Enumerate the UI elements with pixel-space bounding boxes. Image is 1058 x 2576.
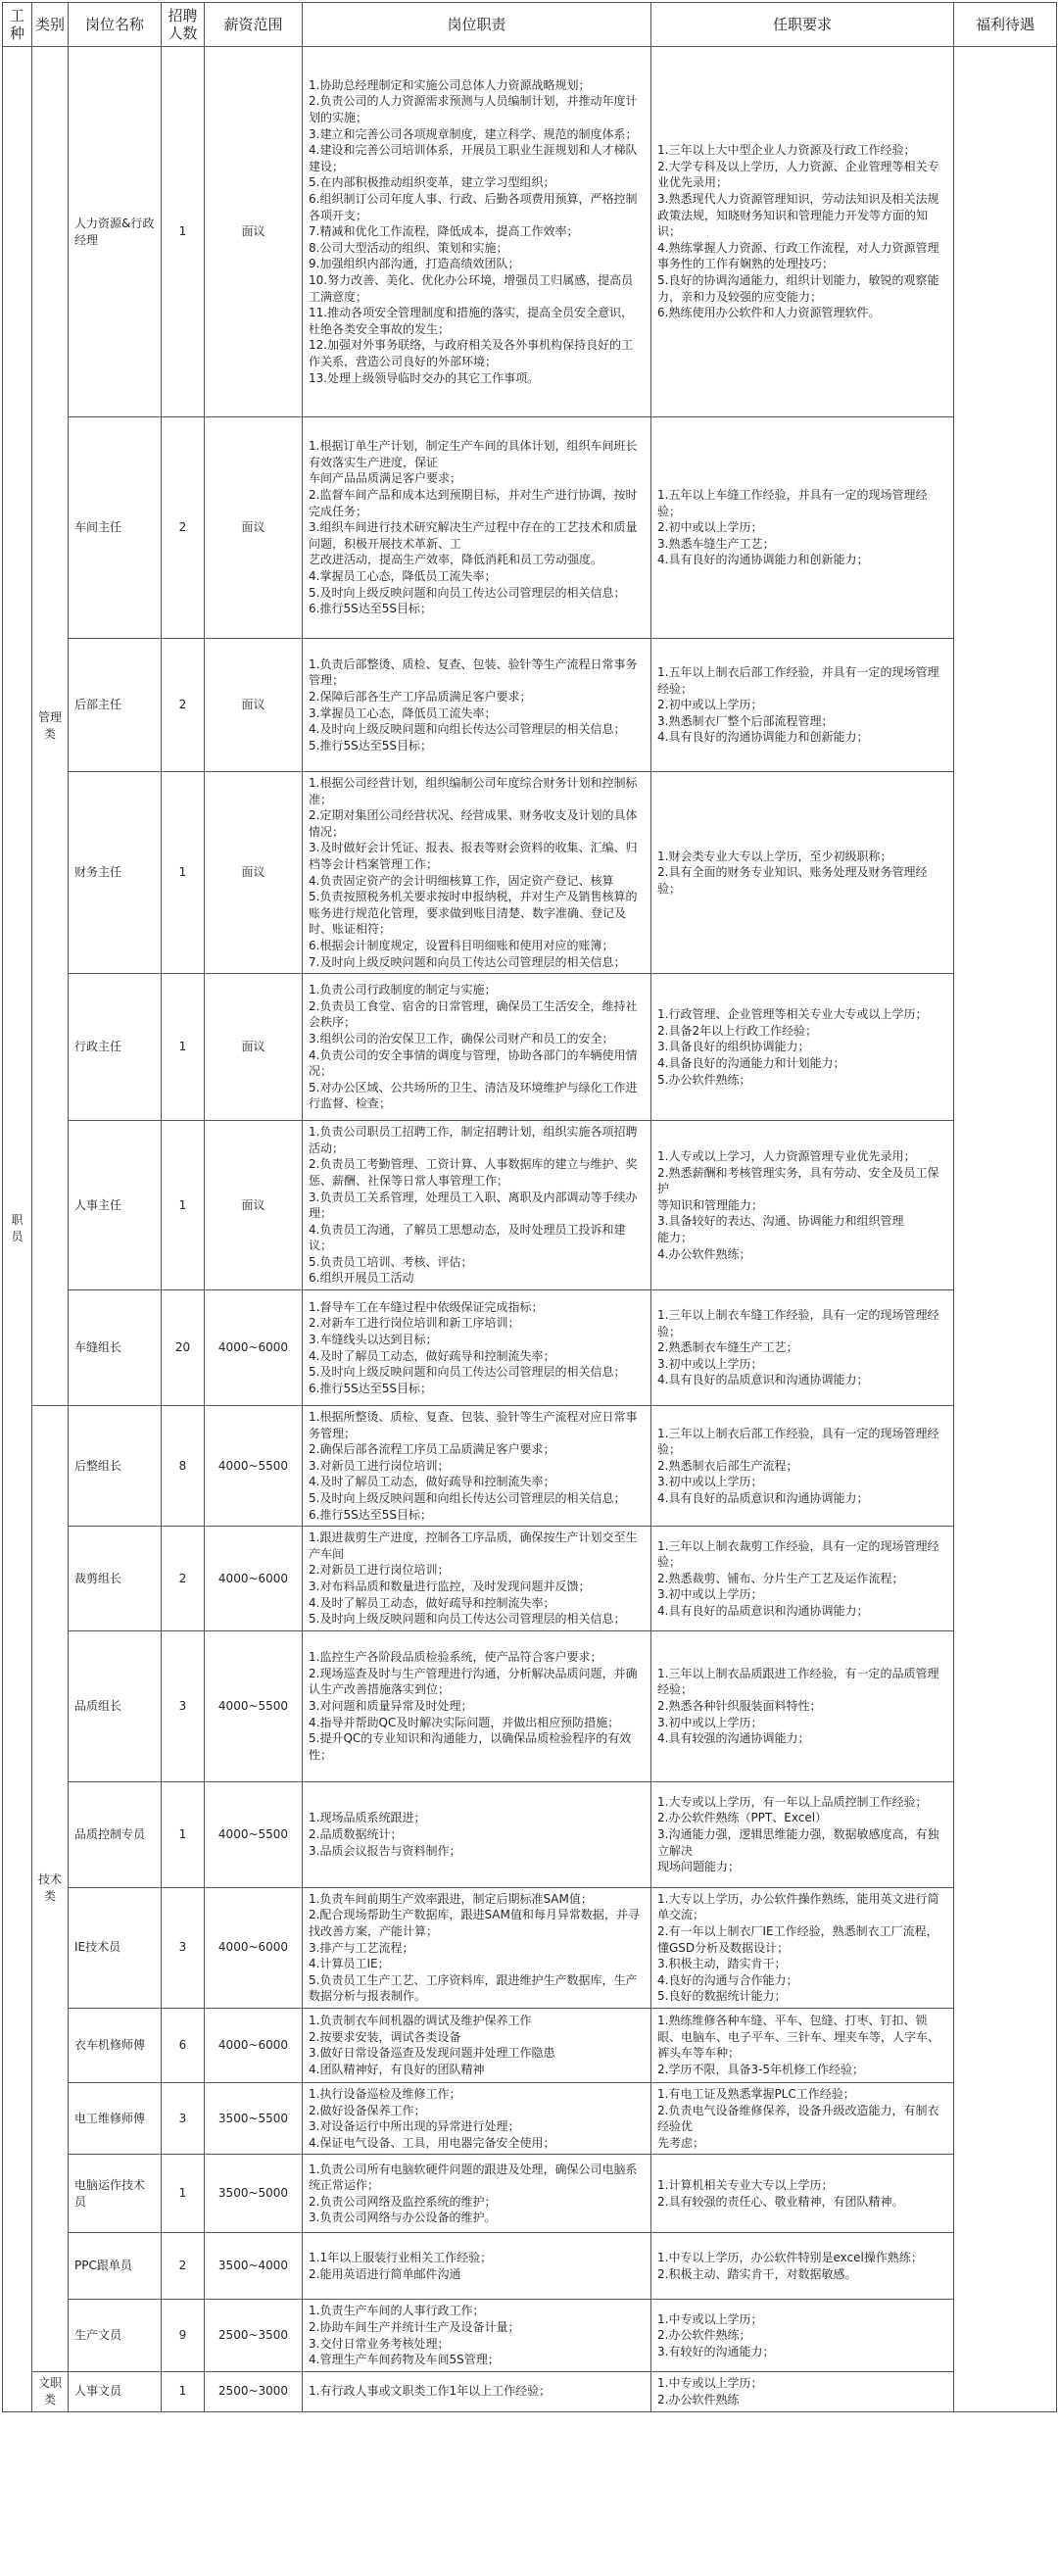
table-row — [3, 417, 1057, 639]
requirement-line: 5.良好的协调沟通能力，组织计划能力，敏锐的观察能力，亲和力及较强的应变能力； — [657, 272, 939, 304]
salary-cell: 面议 — [205, 639, 303, 772]
requirement-line: 3.有较好的沟通能力； — [657, 2344, 775, 2358]
table-row — [3, 2082, 1057, 2154]
duty-line: 1.负责后部整烫、质检、复查、包装、验针等生产流程日常事务管理； — [309, 656, 638, 688]
requirement-line: 3.初中或以上学历； — [657, 1475, 763, 1489]
table-row — [3, 1406, 1057, 1527]
duties-cell — [303, 772, 651, 974]
salary-cell: 面议 — [205, 417, 303, 639]
salary-cell: 4000~6000 — [205, 1290, 303, 1406]
job-type-cell: 职员 — [3, 47, 32, 2412]
duty-line: 4.负责员工沟通，了解员工思想动态，及时处理员工投诉和建议； — [309, 1222, 626, 1253]
salary-cell: 面议 — [205, 1121, 303, 1290]
duty-line: 5.及时向上级反映问题和向组长传达公司管理层的相关信息； — [309, 1491, 626, 1506]
salary-cell: 4000~5500 — [205, 1406, 303, 1527]
requirements-cell — [651, 1290, 954, 1406]
position-name-cell: 后整组长 — [69, 1406, 162, 1527]
duties-cell — [303, 1527, 651, 1631]
position-name-cell: 电工维修师傅 — [69, 2082, 162, 2154]
requirement-line: 1.五年以上制衣后部工作经验，并具有一定的现场管理经验； — [657, 665, 939, 696]
duty-line: 4.管理生产车间药物及车间5S管理； — [309, 2353, 500, 2367]
header-row — [3, 3, 1057, 47]
requirement-line: 1.有电工证及熟悉掌握PLC工作经验； — [657, 2086, 855, 2101]
requirements-cell — [651, 2155, 954, 2233]
duty-line: 5.及时向上级反映问题和向员工传达公司管理层的相关信息； — [309, 585, 626, 600]
duty-line: 2.负责公司的人力资源需求预测与人员编制计划，并推动年度计划的实施； — [309, 94, 638, 125]
table-row — [3, 2233, 1057, 2300]
duty-line: 1.负责公司所有电脑软硬件问题的跟进及处理，确保公司电脑系统正常运作； — [309, 2162, 638, 2193]
requirement-line: 1.中专或以上学历； — [657, 2311, 763, 2326]
salary-cell: 3500~5000 — [205, 2155, 303, 2233]
table-row — [3, 639, 1057, 772]
table-row — [3, 2008, 1057, 2082]
duty-line: 3.建立和完善公司各项规章制度，建立科学、规范的制度体系； — [309, 126, 638, 141]
requirement-line: 4.具有良好的沟通协调能力和创新能力； — [657, 553, 869, 567]
table-row — [3, 47, 1057, 417]
table-row — [3, 1887, 1057, 2008]
requirement-line: 2.熟悉制衣后部生产流程； — [657, 1458, 798, 1473]
position-name-cell: 车缝组长 — [69, 1290, 162, 1406]
requirement-line: 1.三年以上制衣裁剪工作经验，具有一定的现场管理经验； — [657, 1538, 939, 1570]
duty-line: 2.确保后部各流程工序员工品质满足客户要求； — [309, 1442, 555, 1457]
salary-cell: 2500~3500 — [205, 2300, 303, 2371]
position-name-cell: 人事文员 — [69, 2371, 162, 2411]
position-name-cell: 行政主任 — [69, 974, 162, 1121]
position-name-cell: 生产文员 — [69, 2300, 162, 2371]
duty-line: 3.及时做好会计凭证、报表、报表等财会资料的收集、汇编、归档等会计档案管理工作； — [309, 841, 638, 871]
requirement-line: 3.初中或以上学历； — [657, 1715, 763, 1729]
duty-line: 7.精减和优化工作流程，降低成本，提高工作效率； — [309, 224, 579, 239]
requirement-line: 5.良好的数据统计能力； — [657, 1989, 787, 2004]
duty-line: 6.推行5S达至5S目标； — [309, 602, 432, 616]
duty-line: 1.1年以上服装行业相关工作经验； — [309, 2251, 493, 2265]
salary-cell: 4000~5500 — [205, 1781, 303, 1887]
headcount-cell: 3 — [162, 2082, 205, 2154]
duty-line: 1.负责制衣车间机器的调试及维护保养工作 — [309, 2014, 532, 2028]
requirement-line: 2.熟悉制衣车缝生产工艺； — [657, 1340, 798, 1355]
duty-line: 5.推行5S达至5S目标； — [309, 738, 432, 753]
duty-line: 2.能用英语进行简单邮件沟通 — [309, 2266, 461, 2281]
duty-line: 3.品质会议报告与资料制作； — [309, 1843, 461, 1858]
benefits-cell — [954, 47, 1057, 2412]
salary-cell: 面议 — [205, 974, 303, 1121]
requirements-cell — [651, 1630, 954, 1781]
header-category: 类别 — [32, 3, 69, 47]
position-name-cell: PPC跟单员 — [69, 2233, 162, 2300]
duty-line: 4.及时了解员工动态，做好疏导和控制流失率； — [309, 1595, 555, 1610]
duty-line: 4.负责公司的安全事情的调度与管理，协助各部门的车辆使用情况； — [309, 1047, 638, 1079]
position-name-cell: 后部主任 — [69, 639, 162, 772]
duty-line: 6.推行5S达至5S目标； — [309, 1381, 432, 1395]
headcount-cell: 2 — [162, 417, 205, 639]
requirement-line: 3.熟悉制衣厂整个后部流程管理； — [657, 713, 834, 728]
headcount-cell: 3 — [162, 1630, 205, 1781]
requirement-line: 3.具备较好的表达、沟通、协调能力和组织管理 — [657, 1214, 904, 1229]
duty-line: 1.督导车工在车缝过程中依级保证完成指标； — [309, 1299, 544, 1314]
header-requirements: 任职要求 — [651, 3, 954, 47]
requirement-line: 3.积极主动，踏实肯干； — [657, 1957, 787, 1971]
duty-line: 1.负责车间前期生产效率跟进，制定后期标准SAM值； — [309, 1891, 593, 1906]
duty-line: 1.负责公司职员工招聘工作，制定招聘计划，组织实施各项招聘活动； — [309, 1125, 638, 1155]
duty-line: 5.及时向上级反映问题和向员工传达公司管理层的相关信息； — [309, 1612, 626, 1627]
duty-line: 2.定期对集团公司经营状况、经营成果、财务收支及计划的具体情况； — [309, 808, 638, 839]
requirement-line: 1.中专以上学历，办公软件特别是excel操作熟练； — [657, 2251, 923, 2265]
requirement-line: 1.人专或以上学习，人力资源管理专业优先录用； — [657, 1149, 916, 1164]
duty-line: 4.掌握员工心态，降低员工流失率； — [309, 568, 497, 583]
headcount-cell: 20 — [162, 1290, 205, 1406]
requirement-line: 1.财会类专业大专以上学历，至少初级职称； — [657, 849, 892, 863]
duty-line: 2.保障后部各生产工序品质满足客户要求； — [309, 689, 532, 704]
requirement-line: 2.初中或以上学历； — [657, 698, 763, 712]
position-name-cell: 人事主任 — [69, 1121, 162, 1290]
requirement-line: 1.熟练维修各种车缝、平车、包缝、打枣、钉扣、锁眼、电脑车、电子平车、三针车、埋夹车等，人字车、裤头车等车种； — [657, 2014, 940, 2061]
requirements-cell — [651, 417, 954, 639]
requirement-line: 3.沟通能力强，逻辑思维能力强，数据敏感度高，有独立解决 — [657, 1826, 939, 1858]
requirement-line: 1.三年以上大中型企业人力资源及行政工作经验； — [657, 143, 916, 158]
duties-cell — [303, 1121, 651, 1290]
table-row — [3, 2300, 1057, 2371]
duties-cell — [303, 2008, 651, 2082]
requirement-line: 先考虑； — [657, 2135, 705, 2150]
headcount-cell: 1 — [162, 1781, 205, 1887]
duty-line: 5.负责员工培训、考核、评估； — [309, 1254, 473, 1269]
duties-cell — [303, 2300, 651, 2371]
requirement-line: 2.积极主动、踏实肯干，对数据敏感。 — [657, 2266, 857, 2281]
duty-line: 2.监督车间产品和成本达到预期目标，并对生产进行协调，按时完成任务； — [309, 488, 638, 518]
header-duties: 岗位职责 — [303, 3, 651, 47]
requirement-line: 2.熟悉裁剪、铺布、分片生产工艺及运作流程； — [657, 1571, 904, 1585]
headcount-cell: 9 — [162, 2300, 205, 2371]
header-job-type: 工种 — [3, 3, 32, 47]
table-row — [3, 2155, 1057, 2233]
duty-line: 11.推动各项安全管理制度和措施的落实，提高全员安全意识，杜绝各类安全事故的发生； — [309, 306, 634, 336]
table-row — [3, 772, 1057, 974]
requirement-line: 4.具备良好的沟通能力和计划能力； — [657, 1055, 845, 1070]
requirements-cell — [651, 1781, 954, 1887]
duty-line: 12.加强对外事务联络，与政府相关及各外事机构保持良好的工作关系，营造公司良好的外部环境； — [309, 338, 634, 368]
duty-line: 1.协助总经理制定和实施公司总体人力资源战略规划； — [309, 77, 591, 92]
duty-line: 4.建设和完善公司培训体系，开展员工职业生涯规划和人才梯队建设； — [309, 143, 638, 173]
duty-line: 4.保证电气设备、工具，用电器完备安全使用； — [309, 2135, 555, 2150]
headcount-cell: 1 — [162, 2371, 205, 2411]
requirement-line: 2.大学专科及以上学历，人力资源、企业管理等相关专业优先录用； — [657, 159, 939, 190]
recruitment-table — [2, 2, 1057, 2412]
duty-line: 13.处理上级领导临时交办的其它工作事项。 — [309, 370, 540, 385]
requirement-line: 4.具有较强的沟通协调能力； — [657, 1731, 810, 1746]
duty-line: 7.及时向上级反映问题和向员工传达公司管理层的相关信息； — [309, 954, 626, 969]
duty-line: 4.及时了解员工动态，做好疏导和控制流失率； — [309, 1348, 555, 1363]
category-cell: 文职类 — [32, 2371, 69, 2411]
duty-line: 1.跟进裁剪生产进度，控制各工序品质，确保按生产计划交至生产车间 — [309, 1531, 638, 1561]
header-position: 岗位名称 — [69, 3, 162, 47]
duty-line: 1.负责公司行政制度的制定与实施； — [309, 983, 497, 997]
duty-line: 9.加强组织内部沟通，打造高绩效团队； — [309, 257, 520, 271]
duty-line: 4.及时了解员工动态，做好疏导和控制流失率； — [309, 1475, 555, 1489]
requirement-line: 2.具有较强的责任心、敬业精神，有团队精神。 — [657, 2194, 904, 2209]
requirement-line: 1.三年以上制衣品质跟进工作经验，有一定的品质管理经验； — [657, 1666, 939, 1697]
duty-line: 4.指导并帮助QC及时解决实际问题，并做出相应预防措施； — [309, 1715, 620, 1729]
headcount-cell: 1 — [162, 772, 205, 974]
duties-cell — [303, 639, 651, 772]
table-row — [3, 974, 1057, 1121]
duty-line: 1.有行政人事或文职类工作1年以上工作经验； — [309, 2384, 552, 2399]
duty-line: 4.团队精神好，有良好的团队精神 — [309, 2063, 485, 2077]
headcount-cell: 2 — [162, 2233, 205, 2300]
duty-line: 3.负责员工关系管理，处理员工入职、离职及内部调动等手续办理； — [309, 1190, 638, 1221]
duty-line: 3.对新员工进行岗位培训； — [309, 1458, 450, 1473]
duty-line: 6.推行5S达至5S目标； — [309, 1507, 432, 1522]
requirement-line: 1.行政管理、企业管理等相关专业大专或以上学历； — [657, 1007, 928, 1022]
requirements-cell — [651, 974, 954, 1121]
table-row — [3, 1630, 1057, 1781]
salary-cell: 面议 — [205, 772, 303, 974]
position-name-cell: 衣车机修师傅 — [69, 2008, 162, 2082]
requirement-line: 3.熟悉现代人力资源管理知识，劳动法知识及相关法规政策法规，知晓财务知识和管理能力开发等方面的知识； — [657, 192, 939, 239]
duty-line: 4.及时向上级反映问题和向组长传达公司管理层的相关信息； — [309, 722, 626, 737]
duty-line: 2.负责公司网络及监控系统的维护； — [309, 2194, 497, 2209]
duty-line: 1.现场品质系统跟进； — [309, 1811, 426, 1825]
requirement-line: 2.办公软件熟练； — [657, 2328, 751, 2343]
position-name-cell: 车间主任 — [69, 417, 162, 639]
duty-line: 3.交付日常业务考核处理； — [309, 2336, 450, 2351]
duty-line: 3.掌握员工心态，降低员工流失率； — [309, 705, 497, 720]
duties-cell — [303, 2233, 651, 2300]
position-name-cell: 电脑运作技术员 — [69, 2155, 162, 2233]
header-benefits: 福利待遇 — [954, 3, 1057, 47]
header-salary: 薪资范围 — [205, 3, 303, 47]
requirement-line: 1.五年以上车缝工作经验，并具有一定的现场管理经验； — [657, 488, 928, 518]
position-name-cell: 财务主任 — [69, 772, 162, 974]
salary-cell: 4000~6000 — [205, 1887, 303, 2008]
requirement-line: 2.熟悉薪酬和考核管理实务，具有劳动、安全及员工保护 — [657, 1165, 939, 1196]
requirement-line: 6.熟练使用办公软件和人力资源管理软件。 — [657, 306, 881, 320]
duty-line: 6.根据会计制度规定，设置科目明细账和使用对应的账簿； — [309, 938, 614, 952]
duties-cell — [303, 1290, 651, 1406]
requirements-cell — [651, 639, 954, 772]
requirement-line: 1.三年以上制衣后部工作经验，具有一定的现场管理经验； — [657, 1426, 939, 1457]
requirement-line: 4.具有良好的沟通协调能力和创新能力； — [657, 730, 869, 745]
requirement-line: 2.具备2年以上行政工作经验； — [657, 1023, 818, 1038]
requirement-line: 1.中专或以上学历； — [657, 2376, 763, 2391]
duty-line: 1.根据订单生产计划，制定生产车间的具体计划，组织车间班长有效落实生产进度，保证 — [309, 439, 638, 469]
headcount-cell: 2 — [162, 639, 205, 772]
requirements-cell — [651, 2300, 954, 2371]
requirement-line: 2.办公软件熟练（PPT、Excel） — [657, 1811, 828, 1825]
duty-line: 5.对办公区域、公共场所的卫生、清洁及环境维护与绿化工作进行监督、检查； — [309, 1080, 638, 1111]
requirement-line: 2.初中或以上学历； — [657, 520, 763, 535]
requirement-line: 能力； — [657, 1230, 694, 1244]
salary-cell: 4000~5500 — [205, 1630, 303, 1781]
duty-line: 3.车缝线头以达到目标； — [309, 1332, 438, 1346]
duty-line: 10.努力改善、美化、优化办公环境，增强员工归属感，提高员工满意度； — [309, 272, 634, 304]
duty-line: 1.根据公司经营计划，组织编制公司年度综合财务计划和控制标准； — [309, 776, 638, 806]
salary-cell: 3500~4000 — [205, 2233, 303, 2300]
requirements-cell — [651, 2371, 954, 2411]
requirement-line: 4.熟练掌握人力资源、行政工作流程，对人力资源管理事务性的工作有娴熟的处理技巧； — [657, 240, 939, 271]
duty-line: 2.按要求安装，调试各类设备 — [309, 2029, 461, 2044]
requirements-cell — [651, 2082, 954, 2154]
duty-line: 3.做好日常设备巡查及发现问题并处理工作隐患 — [309, 2046, 555, 2061]
table-row — [3, 1781, 1057, 1887]
duties-cell — [303, 47, 651, 417]
duties-cell — [303, 1887, 651, 2008]
salary-cell: 4000~6000 — [205, 1527, 303, 1631]
table-row — [3, 1527, 1057, 1631]
requirements-cell — [651, 2233, 954, 2300]
duty-line: 1.根据所整烫、质检、复查、包装、验针等生产流程对应日常事务管理； — [309, 1410, 638, 1440]
duty-line: 2.现场巡查及时与生产管理进行沟通，分析解决品质问题，并确认生产改善措施落实到位； — [309, 1666, 638, 1697]
duty-line: 8.公司大型活动的组织、策划和实施； — [309, 240, 508, 255]
duty-line: 5.负责员工生产工艺、工序资料库，跟进维护生产数据库，生产数据分析与报表制作。 — [309, 1972, 638, 2004]
duty-line: 3.对设备运行中所出现的异常进行处理； — [309, 2119, 520, 2134]
duties-cell — [303, 2371, 651, 2411]
salary-cell: 面议 — [205, 47, 303, 417]
salary-cell: 3500~5500 — [205, 2082, 303, 2154]
table-row — [3, 1290, 1057, 1406]
category-cell: 管理类 — [32, 47, 69, 1406]
requirement-line: 1.大专以上学历，办公软件操作熟练，能用英文进行简单交流； — [657, 1891, 939, 1922]
duty-line: 3.对问题和质量异常及时处理； — [309, 1698, 473, 1713]
requirement-line: 3.熟悉车缝生产工艺； — [657, 536, 775, 551]
duties-cell — [303, 1630, 651, 1781]
duty-line: 5.及时向上级反映问题和向员工传达公司管理层的相关信息； — [309, 1365, 626, 1380]
duty-line: 1.负责生产车间的人事行政工作； — [309, 2304, 485, 2318]
requirement-line: 现场问题能力； — [657, 1860, 741, 1874]
duty-line: 2.对新员工进行岗位培训； — [309, 1563, 450, 1578]
requirement-line: 2.办公软件熟练 — [657, 2392, 740, 2406]
duty-line: 3.组织车间进行技术研究解决生产过程中存在的工艺技术和质量问题，积极开展技术革新、工 — [309, 520, 638, 551]
table-row — [3, 1121, 1057, 1290]
headcount-cell: 1 — [162, 47, 205, 417]
duty-line: 4.负责固定资产的会计明细核算工作，固定资产登记、核算 — [309, 873, 614, 888]
duties-cell — [303, 1781, 651, 1887]
duty-line: 6.组织制订公司年度人事、行政、后勤各项费用预算，严格控制各项开支； — [309, 192, 638, 222]
duties-cell — [303, 974, 651, 1121]
duty-line: 5.在内部积极推动组织变革，建立学习型组织； — [309, 175, 555, 190]
requirement-line: 5.办公软件熟练； — [657, 1072, 751, 1087]
position-name-cell: IE技术员 — [69, 1887, 162, 2008]
headcount-cell: 3 — [162, 1887, 205, 2008]
duty-line: 车间产品品质满足客户要求； — [309, 471, 462, 486]
duty-line: 3.组织公司的治安保卫工作，确保公司财产和员工的安全； — [309, 1032, 614, 1046]
requirement-line: 1.三年以上制衣车缝工作经验，具有一定的现场管理经验； — [657, 1308, 939, 1338]
requirements-cell — [651, 1121, 954, 1290]
table-body — [3, 47, 1057, 2412]
category-cell: 技术类 — [32, 1406, 69, 2372]
headcount-cell: 1 — [162, 1121, 205, 1290]
requirement-line: 4.良好的沟通与合作能力； — [657, 1972, 798, 1987]
duty-line: 3.排产与工艺流程； — [309, 1940, 414, 1955]
duty-line: 2.品质数据统计； — [309, 1826, 403, 1841]
headcount-cell: 1 — [162, 2155, 205, 2233]
requirement-line: 4.具有良好的品质意识和沟通协调能力； — [657, 1373, 869, 1387]
headcount-cell: 2 — [162, 1527, 205, 1631]
duty-line: 1.监控生产各阶段品质检验系统，使产品符合客户要求； — [309, 1650, 602, 1665]
duty-line: 3.对布料品质和数量进行监控，及时发现问题并反馈； — [309, 1580, 591, 1593]
requirement-line: 2.具有全面的财务专业知识、账务处理及财务管理经验； — [657, 865, 928, 896]
duty-line: 2.配合现场帮助生产数据库，跟进SAM值和每月异常数据，并寻找改善方案，产能计算； — [309, 1908, 640, 1938]
duty-line: 2.做好设备保养工作； — [309, 2103, 426, 2117]
duty-line: 5.提升QC的专业知识和沟通能力，以确保品质检验程序的有效性； — [309, 1731, 632, 1762]
duty-line: 3.负责公司网络与办公设备的维护。 — [309, 2211, 497, 2225]
requirements-cell — [651, 772, 954, 974]
duty-line: 2.负责员工食堂、宿舍的日常管理，确保员工生活安全，维持社会秩序； — [309, 998, 638, 1030]
position-name-cell: 品质组长 — [69, 1630, 162, 1781]
headcount-cell: 8 — [162, 1406, 205, 1527]
requirement-line: 4.办公软件熟练； — [657, 1246, 751, 1261]
duty-line: 2.负责员工考勤管理、工资计算、人事数据库的建立与维护、奖惩、薪酬、社保等日常人事管理工作； — [309, 1157, 638, 1188]
requirements-cell — [651, 1406, 954, 1527]
duty-line: 2.对新车工进行岗位培训和新工序培训； — [309, 1316, 520, 1331]
position-name-cell: 裁剪组长 — [69, 1527, 162, 1631]
duty-line: 1.执行设备巡检及维修工作； — [309, 2086, 461, 2101]
salary-cell: 4000~6000 — [205, 2008, 303, 2082]
position-name-cell: 品质控制专员 — [69, 1781, 162, 1887]
requirements-cell — [651, 2008, 954, 2082]
headcount-cell: 6 — [162, 2008, 205, 2082]
duty-line: 4.计算员工IE； — [309, 1957, 390, 1971]
requirements-cell — [651, 1527, 954, 1631]
duty-line: 5.负责按照税务机关要求按时申报纳税，并对生产及销售核算的账务进行规范化管理，要求做到账目清楚、数字准确、登记及时、账证相符； — [309, 890, 638, 937]
duty-line: 2.协助车间生产并统计生产及设备计量； — [309, 2319, 520, 2334]
position-name-cell: 人力资源&行政经理 — [69, 47, 162, 417]
requirement-line: 4.具有良好的品质意识和沟通协调能力； — [657, 1603, 869, 1618]
requirements-cell — [651, 1887, 954, 2008]
requirement-line: 3.初中或以上学历； — [657, 1587, 763, 1602]
duties-cell — [303, 2082, 651, 2154]
requirement-line: 等知识和管理能力； — [657, 1197, 764, 1212]
requirements-cell — [651, 47, 954, 417]
salary-cell: 2500~3000 — [205, 2371, 303, 2411]
requirement-line: 2.负责电气设备维修保养，设备升级改造能力，有制衣经验优 — [657, 2103, 939, 2134]
duty-line: 艺改进活动，提高生产效率，降低消耗和员工劳动强度。 — [309, 553, 603, 567]
duties-cell — [303, 1406, 651, 1527]
requirement-line: 1.大专或以上学历，有一年以上品质控制工作经验； — [657, 1794, 928, 1809]
duty-line: 6.组织开展员工活动 — [309, 1271, 414, 1286]
headcount-cell: 1 — [162, 974, 205, 1121]
requirement-line: 3.初中或以上学历； — [657, 1356, 763, 1371]
header-count: 招聘人数 — [162, 3, 205, 47]
requirement-line: 2.熟悉各种针织服装面料特性； — [657, 1698, 822, 1713]
requirement-line: 4.具有良好的品质意识和沟通协调能力； — [657, 1491, 869, 1506]
duties-cell — [303, 417, 651, 639]
requirement-line: 2.学历不限，具备3-5年机修工作经验； — [657, 2063, 865, 2077]
requirement-line: 3.具备良好的组织协调能力； — [657, 1040, 810, 1054]
requirement-line: 2.有一年以上制衣厂IE工作经验，熟悉制衣工厂流程，懂GSD分析及数据设计； — [657, 1923, 938, 1955]
duties-cell — [303, 2155, 651, 2233]
table-row — [3, 2371, 1057, 2411]
requirement-line: 1.计算机相关专业大专以上学历； — [657, 2178, 834, 2193]
